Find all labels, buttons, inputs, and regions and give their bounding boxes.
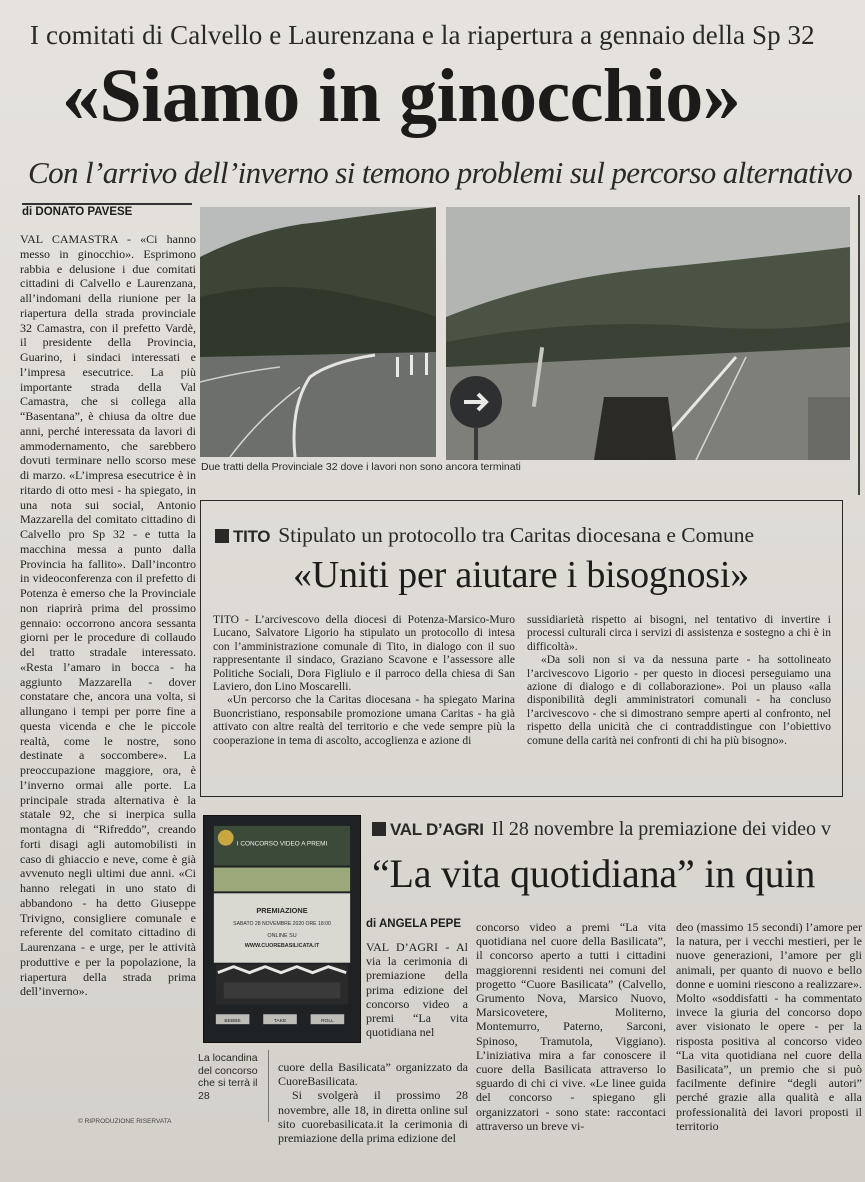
photo-caption: Due tratti della Provinciale 32 dove i lavori non sono ancora terminati — [201, 461, 521, 473]
poster-online: ONLINE SU — [267, 932, 297, 939]
tito-paragraph: TITO - L’arcivescovo della diocesi di Potenza-Marsico-Muro Lucano, Salvatore Ligorio ha stipulato un protocollo di intesa con l’amministrazione comunale di Tito, in dialogo con il suo rappresentante il sindaco, Graziano Scavone e l’assessore alle Politiche Sociali, Dora Figliulo e il parroco della chiesa di San Laviero, don Lino Moscarelli. — [213, 614, 515, 694]
tito-kicker: Stipulato un protocollo tra Caritas diocesana e Comune — [278, 523, 755, 547]
tito-tag-label: TITO — [233, 527, 271, 546]
poster-date: SABATO 28 NOVEMBRE 2020 ORE 18:00 — [233, 921, 331, 928]
article-headline: «Siamo in ginocchio» — [62, 54, 741, 138]
article-byline: di DONATO PAVESE — [22, 203, 192, 218]
val-agri-tag-label: VAL D’AGRI — [390, 820, 484, 839]
val-agri-column-1: VAL D’AGRI - Al via la cerimonia di premiazione della prima edizione del concorso video a premi “La vita quotidiana nel — [366, 940, 468, 1040]
copyright-notice: © RIPRODUZIONE RISERVATA — [78, 1118, 172, 1125]
val-agri-paragraph: Si svolgerà il prossimo 28 novembre, alle 18, in diretta online sul sito cuorebasilicata.it la cerimonia di premiazione della prima edizione del — [278, 1088, 468, 1146]
tito-tag — [215, 527, 270, 547]
val-agri-column-1b — [278, 1060, 468, 1160]
tito-paragraph: sussidiarietà rispetto ai bisogni, nel tentativo di invertire i processi culturali circa i servizi di assistenza e sostegno a chi è in difficoltà». — [527, 614, 831, 653]
article-subhead: Con l’arrivo dell’inverno si temono problemi sul percorso alternativo — [28, 155, 853, 190]
column-divider — [858, 195, 860, 495]
poster-event: PREMIAZIONE — [256, 906, 308, 916]
val-agri-kicker: Il 28 novembre la premiazione dei video v — [491, 818, 831, 840]
tag-square-icon — [215, 529, 229, 543]
poster-button: TAKE — [273, 1019, 287, 1025]
val-agri-column-2: concorso video a premi “La vita quotidiana nel cuore della Basilicata”, il concorso aperto a tutti i cittadini maggiorenni residenti nei comuni del progetto “Cuore Basilicata” (Calvello, Grumento Nova, Marsico Nuovo, Marsicovetere, Moliterno, Montemurro, Paterno, Sarconi, Spinoso, Tramutola, Viggiano). L’iniziativa mira a far conoscere il cuore della Basilicata attraverso lo sguardo di chi ci vive. «Le linee guida del concorso - spiegano gli organizzatori - sono state: raccontaci attraverso un breve vi- — [476, 920, 666, 1133]
val-agri-column-3: deo (massimo 15 secondi) l’amore per la natura, per i vecchi mestieri, per le nuove generazioni, l’amore per gli animali, per quanto di nuovo e bello donne e uomini riescono a realizzare». Molto «soddisfatti - ha commentato invece la giuria del concorso dopo aver visionato le opere - per la risposta positiva al concorso video “La vita quotidiana nel cuore della Basilicata”, un premio che si può facilmente definire “degli autori” perché grazie alla qualità e alla professionalità dei lavori proposti il territorio — [676, 920, 862, 1133]
caption-divider — [268, 1050, 269, 1122]
tito-kicker-line — [215, 523, 754, 548]
tito-headline: «Uniti per aiutare i bisognosi» — [292, 554, 750, 596]
tito-article-box — [200, 500, 843, 797]
val-agri-tag — [372, 820, 484, 840]
tag-square-icon — [372, 822, 386, 836]
poster-button: BEBBE — [224, 1019, 241, 1025]
poster-site: WWW.CUOREBASILICATA.IT — [244, 942, 320, 949]
tito-paragraph: «Un percorso che la Caritas diocesana - ha spiegato Marina Buoncristiano, responsabile promozione umana Caritas - ha già attivato con altre realtà del territorio e che vede sempre più la cooperazione in tema di ascolto, accoglienza e azione di — [213, 694, 515, 747]
road-photo-1 — [200, 207, 436, 457]
tito-paragraph: «Da soli non si va da nessuna parte - ha sottolineato l’arcivescovo Ligorio - per questo in diocesi perseguiamo una azione di dialogo e di collaborazione». Poi un plauso «alla disponibilità degli amministratori comunali - ha concluso l’arcivescovo - che si dimostrano sempre aperti al confronto, nel rispetto della unicità che ci contraddistingue con l’obiettivo comune della carità nei confronti di chi ha più bisogno». — [527, 654, 831, 747]
val-agri-paragraph: cuore della Basilicata” organizzato da CuoreBasilicata. — [278, 1060, 468, 1089]
val-agri-kicker-line — [372, 818, 831, 841]
tito-column-1 — [213, 614, 515, 747]
tito-column-2 — [527, 614, 831, 796]
road-photo-2 — [446, 207, 850, 460]
val-agri-headline: “La vita quotidiana” in quin — [372, 851, 816, 896]
article-body: VAL CAMASTRA - «Ci hanno messo in ginocchio». Esprimono rabbia e delusione i due comitati cittadini di Calvello e Laurenzana, all’indomani della riunione per la riapertura della strada provinciale 32 Camastra, con il prefetto Vardè, il presidente della Provincia, Guarino, i sindaci interessati e l’impresa esecutrice. La più importante strada della Val Camastra, che si collega alla “Basentana”, è chiusa da oltre due anni, perché interessata da lavori di ammodernamento, che sarebbero dovuti terminare nello scorso mese di marzo. «L’impresa esecutrice è in ritardo di otto mesi - ha spiegato, in una nota sui social, Antonio Mazzarella del comitato cittadino di Calvello pro Sp 32 - e tutta la macchina messa a punto dalla Provincia ha fallito». Dall’incontro in videoconferenza con il prefetto di Potenza è emerso che la Provinciale non riaprirà prima del prossimo gennaio: occorrono ancora sessanta giorni per le procedure di collaudo del tratto stradale interessato. «Resta l’amaro in bocca - ha aggiunto Mazzarella - dover constatare che, ancora una volta, si allungano i tempi per porre fine a questa vicenda e che le piccole realtà, come le nostre, sono destinate a soccombere». La preoccupazione maggiore, ora, è l’inverno ormai alle porte. La principale strada alternativa è la statale 92, che si inerpica sulla montagna di “Rifreddo”, creando forti disagi agli automobilisti in caso di ghiaccio e neve, come è già avvenuto negli ultimi due anni. «Ci hanno relegati in uno stato di abbandono - ha detto Giuseppe Trivigno, consigliere comunale e referente del comitato cittadino di Laurenzana - e urge, per le attività produttive e per la popolazione, la riapertura della strada prima dell’inverno». — [20, 232, 196, 999]
poster-caption: La locandina del concorso che si terrà il 28 — [198, 1052, 258, 1102]
contest-poster — [203, 815, 361, 1043]
article-kicker: I comitati di Calvello e Laurenzana e la riapertura a gennaio della Sp 32 — [30, 20, 815, 50]
poster-title: I CONCORSO VIDEO A PREMI — [236, 840, 328, 848]
val-agri-byline: di ANGELA PEPE — [366, 918, 461, 930]
poster-button: ROLL — [320, 1019, 334, 1025]
